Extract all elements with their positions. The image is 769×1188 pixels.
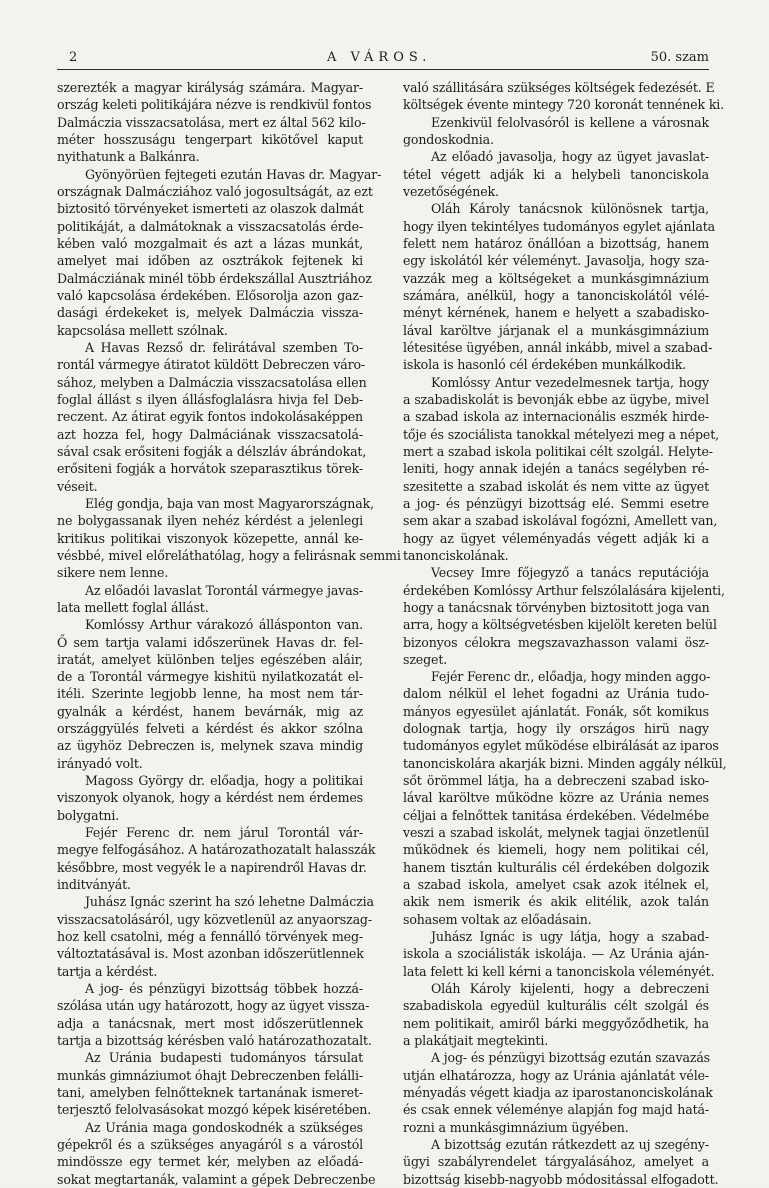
text-line: iskola a szociálisták iskolája. — Az Uránia aján-	[403, 946, 709, 962]
text-line: későbbre, most vegyék le a napirendről Havas dr.	[57, 859, 367, 875]
text-line: a szabadiskolát is bevonják ebbe az ügybe, mivel	[403, 391, 709, 407]
text-line: Fejér Ferenc dr. nem járul Torontál vár-	[85, 825, 363, 841]
text-line: Ezenkivül felolvasóról is kellene a városnak	[431, 114, 709, 130]
text-line: dasági érdekeket is, melyek Dalmáczia vissza-	[57, 305, 363, 321]
text-line: költségek évente mintegy 720 koronát tennének ki.	[403, 97, 725, 113]
text-line: véseit.	[57, 478, 98, 494]
text-line: sához, melyben a Dalmáczia visszacsatolása ellen	[57, 374, 367, 390]
text-line: az ügyhöz Debreczen is, melynek szava mindig	[57, 738, 363, 754]
text-line: országnak Dalmácziához való jogosultságát, az ezt	[57, 183, 373, 199]
text-line: iratát, amelyet különben teljes egészében aláir,	[57, 651, 363, 667]
text-line: Az előadói lavaslat Torontál vármegye javas-	[85, 582, 363, 598]
text-line: irányadó volt.	[57, 755, 143, 771]
page-number: 2	[69, 50, 78, 65]
text-line: céljai a felnőttek tanitása érdekében. Védelmébe	[403, 807, 709, 823]
text-line: lata mellett foglal állást.	[57, 599, 209, 615]
text-line: vésbbé, mivel előreláthatólag, hogy a felirásnak semmi	[57, 547, 401, 563]
text-line: Vecsey Imre főjegyző a tanács reputációja	[431, 565, 709, 581]
text-line: terjesztő felolvasásokat mozgó képek kiséretében.	[57, 1102, 372, 1118]
text-line: a jog- és pénzügyi bizottság elé. Semmi esetre	[403, 495, 709, 511]
text-line: Oláh Károly kijelenti, hogy a debreczeni	[431, 981, 709, 997]
text-line: működnek és kiemeli, hogy nem politikai cél,	[403, 842, 709, 858]
text-line: a szabad iskola, amelyet csak azok itélnek el,	[403, 877, 709, 893]
text-line: felett nem határoz önállóan a bizottság, hanem	[403, 235, 709, 251]
text-line: ményadás végett kiadja az iparostanonciskolának	[403, 1085, 713, 1101]
text-line: lata felett ki kell kérni a tanonciskola véleményét.	[403, 963, 715, 979]
left-column	[57, 79, 401, 1188]
text-line: azt hozza fel, hogy Dalmáciának visszacsatolá-	[57, 426, 363, 442]
text-line: nem politikait, amiről bárki meggyőződhetik, ha	[403, 1015, 709, 1031]
text-line: arra, hogy a költségvetésben kijelölt kereten belül	[403, 617, 717, 633]
text-line: Az Uránia budapesti tudományos társulat	[85, 1050, 363, 1066]
text-line: Fejér Ferenc dr., előadja, hogy minden aggo-	[431, 669, 711, 685]
text-line: kében való mozgalmait és azt a lázas munkát,	[57, 235, 363, 251]
text-line: mányos egyesület ajánlatát. Fonák, sőt komikus	[403, 703, 709, 719]
text-line: Ő sem tartja valami időszerünek Havas dr. fel-	[57, 634, 363, 650]
text-line: való kapcsolása érdekében. Elősorolja azon gaz-	[57, 287, 363, 303]
text-line: sohasem voltak az előadásain.	[403, 911, 592, 927]
text-line: a plakátjait megtekinti.	[403, 1033, 549, 1049]
text-line: hogy ilyen tekintélyes tudományos egylet ajánlata	[403, 218, 715, 234]
text-line: akik nem ismerik és akik elitélik, azok talán	[403, 894, 709, 910]
text-line: visszacsatolásáról, ugy közvetlenül az anyaorszag-	[57, 911, 372, 927]
text-line: gyalnák a kérdést, hanem bevárnák, mig az	[57, 703, 363, 719]
text-line: való szállitására szükséges költségek fedezését. E	[403, 80, 715, 95]
text-line: leniti, hogy annak idején a tanács segélyben ré-	[403, 461, 709, 477]
text-line: dalom nélkül el lehet fogadni az Uránia tudo-	[403, 686, 709, 702]
text-line: Az előadó javasolja, hogy az ügyet javaslat-	[431, 149, 709, 165]
text-line: ményt kérnének, hanem e helyett a szabadisko-	[403, 305, 709, 321]
issue-number: 50. szam	[650, 50, 709, 65]
text-line: mert a szabad iskola politikai célt szolgál. Helyte-	[403, 443, 713, 459]
text-line: szeget.	[403, 651, 448, 667]
text-line: Juhász Ignác is ugy látja, hogy a szabad-	[431, 929, 709, 945]
text-line: vezetőségének.	[403, 183, 499, 199]
text-line: amelyet mai időben az osztrákok fejtenek ki	[57, 253, 363, 269]
text-line: megye felfogásához. A határozathozatalt halasszák	[57, 842, 376, 858]
text-line: szesitette a szabad iskolát és nem vitte az ügyet	[403, 478, 709, 494]
text-line: sőt örömmel látja, ha a debreczeni szabad isko-	[403, 773, 709, 789]
text-line: a szabad iskola az internacionális eszmék hirde-	[403, 409, 709, 425]
text-line: tartja a bizottság kérésben való határozathozatalt.	[57, 1033, 372, 1049]
text-line: egy iskolától kér véleményt. Javasolja, hogy sza-	[403, 253, 709, 269]
text-line: és csak ennek véleménye alapján fog majd hatá-	[403, 1102, 709, 1118]
text-line: létesitése ügyében, annál inkább, mivel a szabad-	[403, 339, 713, 355]
text-line: Elég gondja, baja van most Magyarországnak,	[85, 495, 374, 511]
text-line: A bizottság ezután rátkezdett az uj szegény-	[431, 1137, 709, 1153]
text-line: kapcsolása mellett szólnak.	[57, 322, 228, 338]
text-line: foglal állást s ilyen állásfoglalásra hivja fel Deb-	[57, 391, 363, 407]
text-line: hogy a tanácsnak törvényben biztositott joga van	[403, 599, 710, 615]
text-line: de a Torontál vármegye kishitü nyilatkozatát el-	[57, 669, 363, 685]
text-line: tétel végett adják ki a helybeli tanonciskola	[403, 166, 709, 182]
text-line: Az Uránia maga gondoskodnék a szükséges	[85, 1119, 363, 1135]
text-line: ország keleti politikájára nézve is rendkivül fontos	[57, 97, 372, 113]
text-line: Gyönyörüen fejtegeti ezután Havas dr. Magyar-	[85, 166, 382, 182]
text-line: Juhász Ignác szerint ha szó lehetne Dalmáczia	[85, 894, 374, 910]
text-line: sem akar a szabad iskolával fogózni, Amellett van,	[403, 513, 718, 529]
text-line: változtatásával is. Most azonban időszerütlennek	[57, 946, 364, 962]
text-line: bizottság kisebb-nagyobb módositással elfogadott.	[403, 1171, 719, 1187]
text-line: viszonyok olyanok, hogy a kérdést nem érdemes	[57, 790, 363, 806]
text-line: A jog- és pénzügyi bizottság ezután szavazás	[431, 1050, 710, 1066]
text-line: tanonciskolának.	[403, 547, 509, 563]
text-line: bizonyos célokra megszavazhasson valami ösz-	[403, 634, 709, 650]
text-line: Dalmácziának minél több érdekszállal Ausztriához	[57, 270, 372, 286]
text-line: bolygatni.	[57, 807, 120, 823]
text-line: politikáját, a dalmátoknak a visszacsatolás érde-	[57, 218, 363, 234]
text-line: sokat megtartanák, valamint a gépek Debreczenbe	[57, 1171, 376, 1187]
text-line: ne bolygassanak ilyen nehéz kérdést a jelenlegi	[57, 513, 363, 529]
text-line: Dalmáczia visszacsatolása, mert ez által 562 kilo-	[57, 114, 366, 130]
text-line: rozni a munkásgimnázium ügyében.	[403, 1119, 629, 1135]
text-line: méter hosszuságu tengerpart kikötővel kaput	[57, 131, 363, 147]
text-line: itéli. Szerinte legjobb lenne, ha most nem tár-	[57, 686, 363, 702]
text-line: tani, amelyben felnőtteknek tartanának ismeret-	[57, 1085, 363, 1101]
text-line: adja a tanácsnak, mert most időszerütlennek	[57, 1015, 363, 1031]
text-line: tanonciskolára akarják bizni. Minden aggály nélkül,	[403, 755, 727, 771]
text-line: erősiteni fogják a horvátok szeparasztikus törek-	[57, 461, 363, 477]
text-line: sikere nem lenne.	[57, 565, 169, 581]
text-line: lával karöltve működne közre az Uránia nemes	[403, 790, 709, 806]
text-line: Komlóssy Antur vezedelmesnek tartja, hogy	[431, 374, 709, 390]
text-line: nyithatunk a Balkánra.	[57, 149, 200, 165]
text-line: reczent. Az átirat egyik fontos indokolásaképpen	[57, 409, 363, 425]
text-line: sával csak erősiteni fogják a délszláv ábrándokat,	[57, 443, 367, 459]
text-line: gondoskodnia.	[403, 131, 494, 147]
text-line: veszi a szabad iskolát, melynek tagjai önzetlenül	[403, 825, 709, 841]
text-line: gépekről és a szükséges anyagáról s a várostól	[57, 1137, 363, 1153]
text-line: Komlóssy Arthur várakozó állásponton van.	[85, 617, 363, 633]
text-line: Magoss György dr. előadja, hogy a politikai	[85, 773, 363, 789]
text-line: vazzák meg a költségeket a munkásgimnázium	[403, 270, 709, 286]
text-line: Oláh Károly tanácsnok különösnek tartja,	[431, 201, 709, 217]
text-line: érdekében Komlóssy Arthur felszólalására kijelenti,	[403, 582, 725, 598]
text-line: A jog- és pénzügyi bizottság többek hozzá-	[85, 981, 363, 997]
text-line: iskola is hasonló cél érdekében munkálkodik.	[403, 357, 687, 373]
text-line: munkás gimnáziumot óhajt Debreczenben felálli-	[57, 1067, 364, 1083]
text-line: hanem tisztán kulturális cél érdekében dolgozik	[403, 859, 709, 875]
text-line: rontál vármegye átiratot küldött Debreczen váro-	[57, 357, 365, 373]
text-line: dolognak tartja, hogy ily országos hirü nagy	[403, 721, 709, 737]
text-line: szólása után ugy határozott, hogy az ügyet vissza-	[57, 998, 370, 1014]
text-line: biztositó törvényeket ismerteti az olaszok dalmát	[57, 201, 364, 217]
text-line: számára, anélkül, hogy a tanonciskolától vélé-	[403, 287, 709, 303]
text-line: inditványát.	[57, 877, 131, 893]
header-rule	[57, 69, 709, 70]
text-line: tője és szociálista tanokkal mételyezi meg a népet,	[403, 426, 719, 442]
text-line: országgyülés felveti a kérdést és akkor szólna	[57, 721, 363, 737]
text-line: mindössze egy termet kér, melyben az előadá-	[57, 1154, 363, 1170]
text-line: ügyi szabályrendelet tárgyalásához, amelyet a	[403, 1154, 709, 1170]
text-line: utján elhatározza, hogy az Uránia ajánlatát véle-	[403, 1067, 709, 1083]
text-line: tartja a kérdést.	[57, 963, 158, 979]
text-line: szerezték a magyar királyság számára. Magyar-	[57, 80, 363, 95]
text-line: hoz kell csatolni, még a fennálló törvények meg-	[57, 929, 363, 945]
text-line: hogy az ügyet véleményadás végett adják ki a	[403, 530, 709, 546]
right-column	[403, 79, 727, 1188]
text-line: A Havas Rezső dr. felirátával szemben To-	[85, 339, 363, 355]
text-line: szabadiskola egyedül kulturális célt szolgál és	[403, 998, 709, 1014]
newspaper-title: A VÁROS.	[327, 50, 432, 65]
text-line: tudományos egylet működése elbirálását az iparos	[403, 738, 719, 754]
text-line: kritikus politikai viszonyok közepette, annál ke-	[57, 530, 363, 546]
text-line: lával karöltve járjanak el a munkásgimnázium	[403, 322, 709, 338]
